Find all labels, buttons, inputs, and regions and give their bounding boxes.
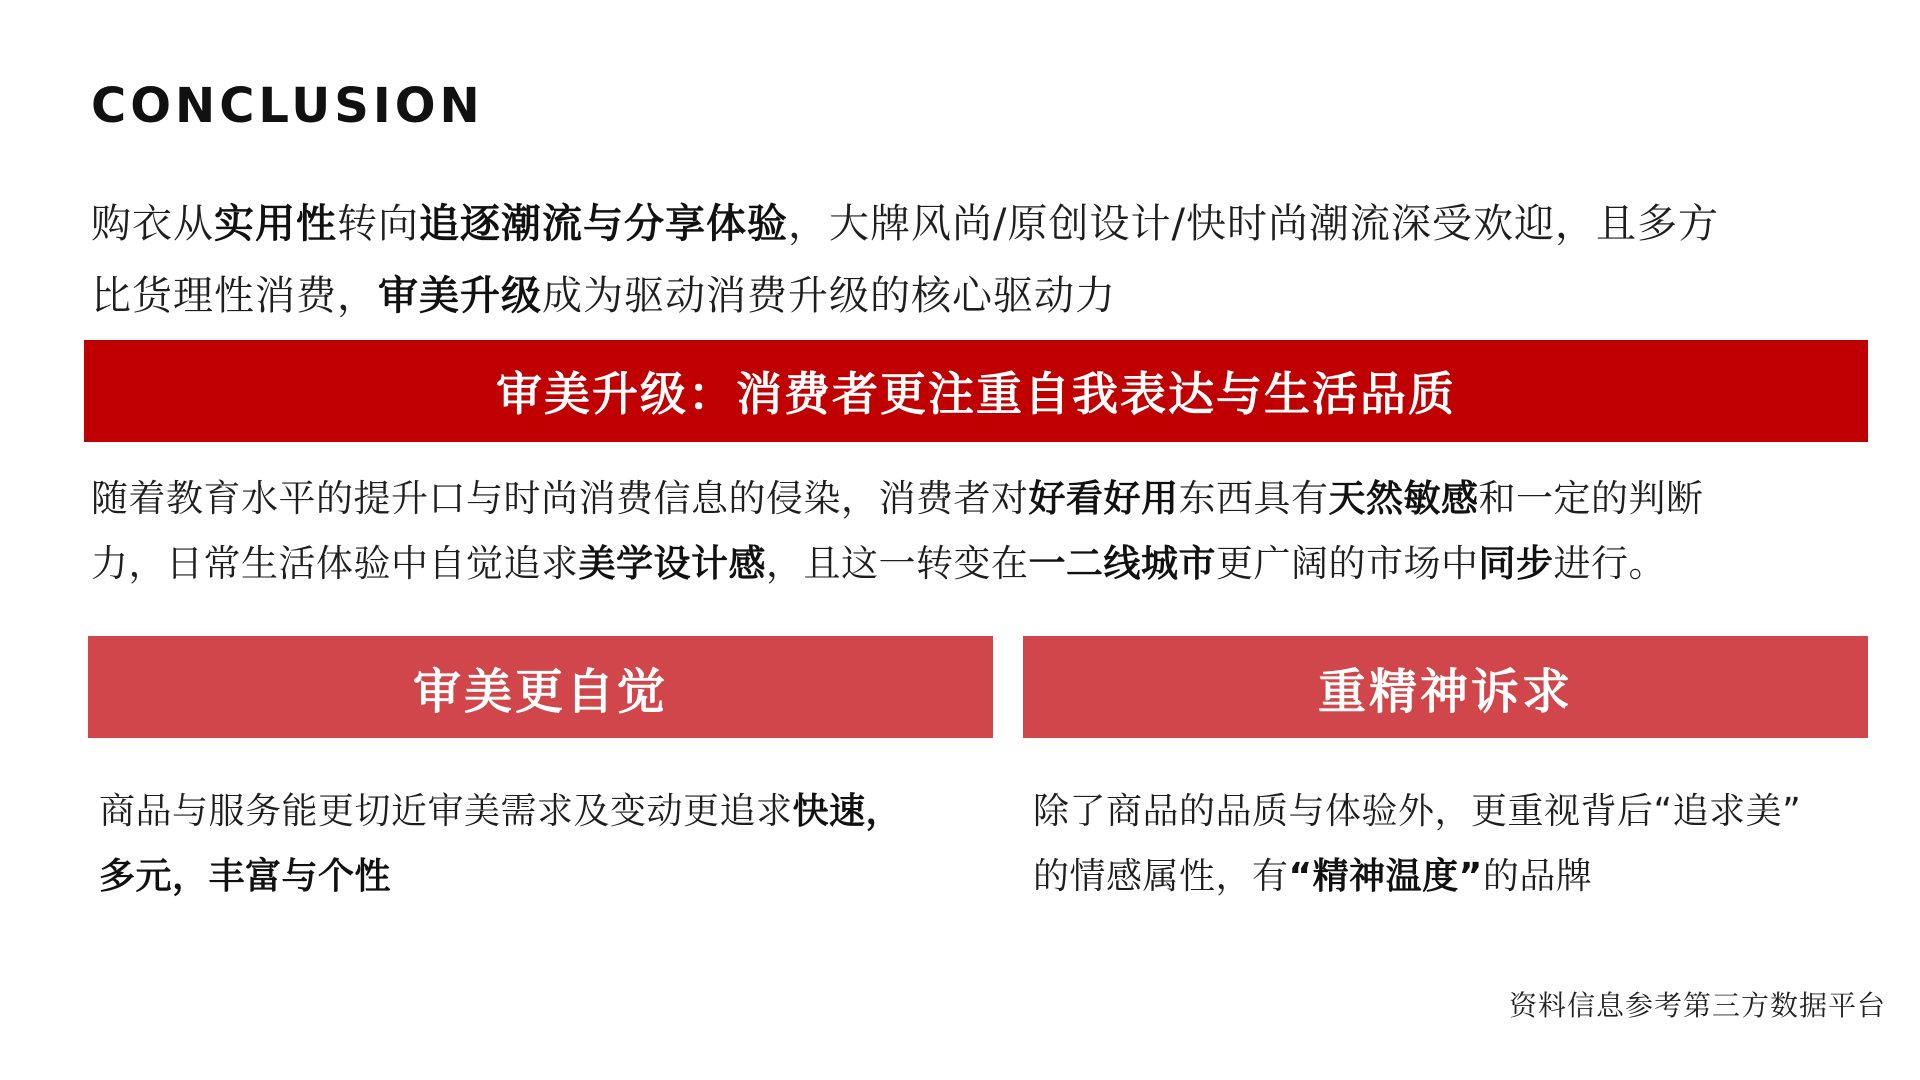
body-text: ，且这一转变在 bbox=[766, 542, 1029, 585]
body-text: 随着教育水平的提升口与时尚消费信息的侵染，消费者对 bbox=[91, 477, 1029, 520]
intro-paragraph bbox=[91, 188, 1719, 332]
right-column-line-1 bbox=[1033, 779, 1801, 844]
emphasis-text: 实用性 bbox=[214, 201, 337, 247]
emphasis-text: 天然敏感 bbox=[1328, 477, 1479, 520]
left-column-line-2 bbox=[99, 844, 902, 909]
emphasis-text: 多元，丰富与个性 bbox=[99, 856, 392, 897]
left-column-line-1 bbox=[99, 779, 902, 844]
intro-line-1 bbox=[91, 188, 1719, 260]
body-text: 比货理性消费， bbox=[91, 273, 378, 319]
body-text: 的品牌 bbox=[1482, 856, 1593, 897]
description-line-1 bbox=[91, 466, 1704, 531]
right-column-line-2 bbox=[1033, 844, 1801, 909]
left-column-text bbox=[99, 779, 902, 909]
emphasis-text: 审美升级 bbox=[378, 273, 542, 319]
emphasis-text: 同步 bbox=[1478, 542, 1554, 585]
left-column-banner: 审美更自觉 bbox=[88, 636, 993, 738]
emphasis-text: 好看好用 bbox=[1028, 477, 1179, 520]
body-text: 商品与服务能更切近审美需求及变动更追求 bbox=[99, 791, 793, 832]
emphasis-text: 一二线城市 bbox=[1028, 542, 1216, 585]
emphasis-text: 快速， bbox=[792, 791, 903, 832]
body-text: 转向 bbox=[337, 201, 419, 247]
intro-line-2 bbox=[91, 260, 1719, 332]
emphasis-text: 美学设计感 bbox=[578, 542, 766, 585]
body-text: 成为驱动消费升级的核心驱动力 bbox=[542, 273, 1116, 319]
body-text: 的情感属性，有 bbox=[1033, 856, 1289, 897]
body-text: 更广阔的市场中 bbox=[1216, 542, 1479, 585]
body-text: ，大牌风尚/原创设计/快时尚潮流深受欢迎，且多方 bbox=[788, 201, 1719, 247]
body-text: 购衣从 bbox=[91, 201, 214, 247]
description-line-2 bbox=[91, 531, 1704, 596]
emphasis-text: 追逐潮流与分享体验 bbox=[419, 201, 788, 247]
description-paragraph bbox=[91, 466, 1704, 596]
main-banner: 审美升级：消费者更注重自我表达与生活品质 bbox=[84, 340, 1868, 442]
right-column-banner: 重精神诉求 bbox=[1023, 636, 1868, 738]
source-note: 资料信息参考第三方数据平台 bbox=[1508, 989, 1886, 1022]
body-text: 除了商品的品质与体验外，更重视背后“追求美” bbox=[1033, 791, 1802, 832]
body-text: 力，日常生活体验中自觉追求 bbox=[91, 542, 579, 585]
right-column-text bbox=[1033, 779, 1801, 909]
body-text: 东西具有 bbox=[1178, 477, 1329, 520]
body-text: 进行。 bbox=[1553, 542, 1666, 585]
emphasis-text: “精神温度” bbox=[1288, 856, 1483, 897]
page-title: CONCLUSION bbox=[91, 78, 484, 134]
body-text: 和一定的判断 bbox=[1478, 477, 1704, 520]
